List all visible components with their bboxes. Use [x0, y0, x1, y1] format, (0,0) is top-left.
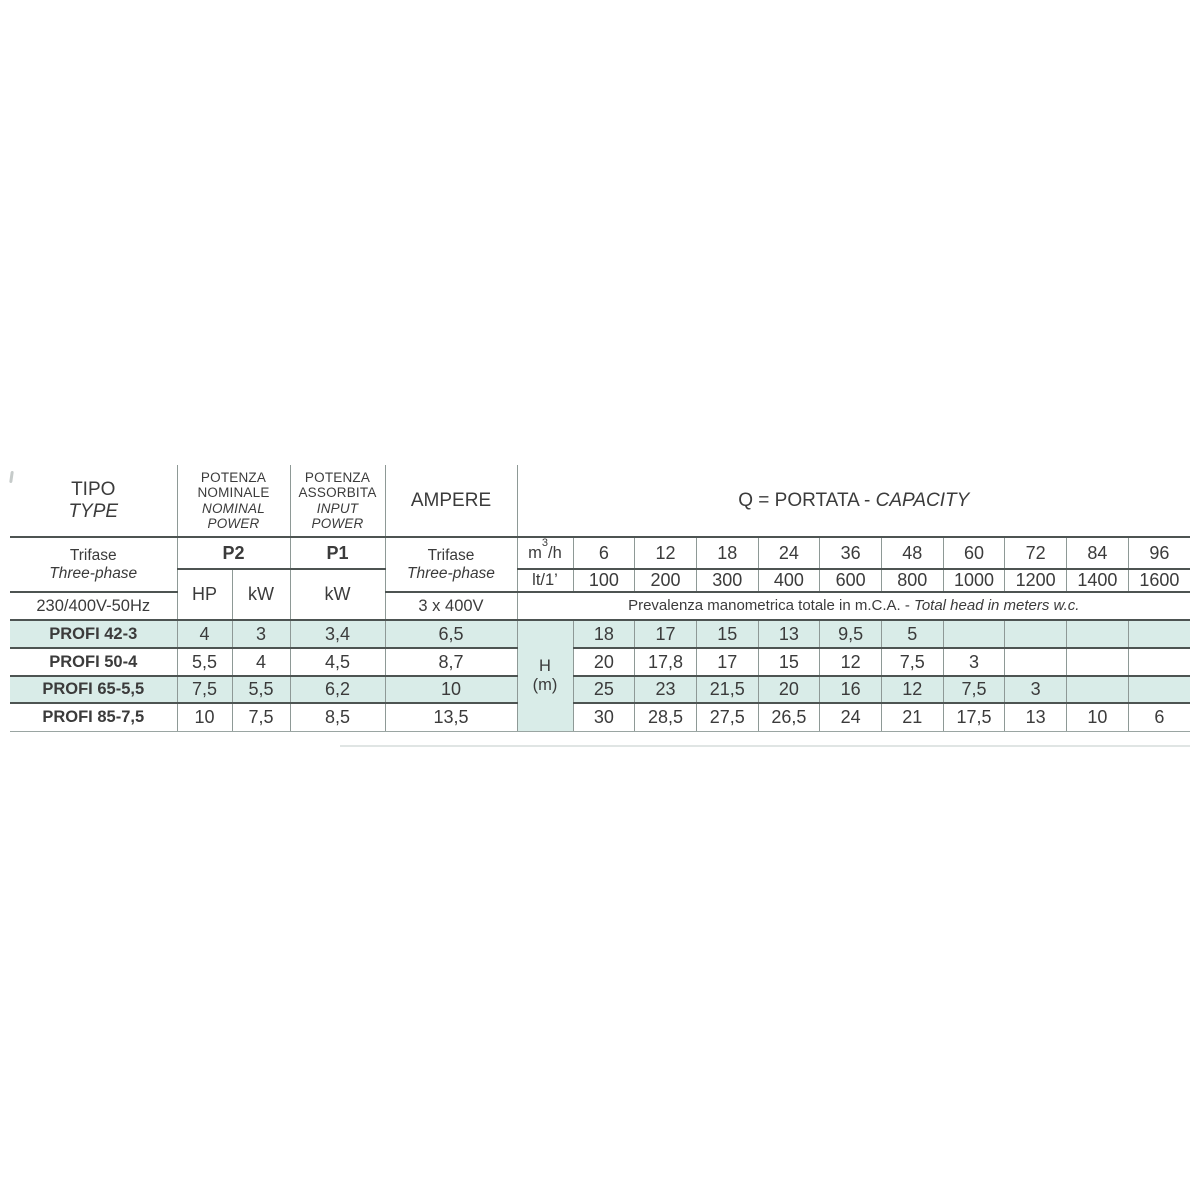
subheader-row-1 [10, 537, 1190, 569]
three-phase-label: Three-phase [49, 564, 138, 582]
p1-kw-cell: 6,2 [290, 676, 385, 703]
flow-m3h-cell: 18 [696, 537, 758, 569]
potenza-nominale-line2: NOMINALE [197, 485, 270, 501]
trifase-label: Trifase [69, 546, 117, 564]
head-cell [943, 620, 1005, 648]
hp-cell: 5,5 [177, 648, 232, 676]
flow-lt-cell: 800 [881, 569, 943, 592]
ampere-cell: 6,5 [385, 620, 517, 648]
flow-m3h-cell: 12 [635, 537, 697, 569]
head-cell: 16 [820, 676, 882, 703]
model-cell: PROFI 50-4 [10, 648, 177, 676]
head-cell: 21,5 [696, 676, 758, 703]
flow-m3h-cell: 96 [1128, 537, 1190, 569]
head-cell [1067, 648, 1129, 676]
head-cell [1067, 676, 1129, 703]
voltage-cell: 230/400V-50Hz [10, 592, 177, 620]
potenza-nominale-line1: POTENZA [200, 469, 267, 485]
head-unit: (m) [532, 675, 558, 694]
head-cell: 20 [573, 648, 635, 676]
flow-lt-cell: 400 [758, 569, 820, 592]
head-cell: 17,5 [943, 703, 1005, 731]
three-phase-label: Three-phase [407, 564, 495, 582]
header-input-power-cell [290, 465, 385, 537]
table-row-profi-50-4 [10, 648, 1190, 676]
head-cell [1005, 620, 1067, 648]
hp-header-cell: HP [177, 569, 232, 620]
ampere-cell: 13,5 [385, 703, 517, 731]
pump-spec-table [10, 465, 1190, 732]
flow-lt-cell: 300 [696, 569, 758, 592]
head-cell: 18 [573, 620, 635, 648]
kw-cell: 7,5 [232, 703, 290, 731]
flow-lt-cell: 1200 [1005, 569, 1067, 592]
input-power-line2: POWER [311, 515, 364, 531]
nominal-power-line1: NOMINAL [202, 500, 265, 516]
head-cell: 9,5 [820, 620, 882, 648]
flow-m3h-cell: 36 [820, 537, 882, 569]
head-cell [1005, 648, 1067, 676]
m3h-base: m [528, 543, 542, 562]
capacity-label: CAPACITY [875, 489, 970, 511]
head-cell [1067, 620, 1129, 648]
m3h-sup: 3 [541, 537, 549, 550]
m3h-rest: /h [548, 543, 562, 562]
lt-unit-cell: lt/1’ [517, 569, 573, 592]
flow-m3h-cell: 60 [943, 537, 1005, 569]
flow-m3h-cell: 24 [758, 537, 820, 569]
model-cell: PROFI 85-7,5 [10, 703, 177, 731]
flow-m3h-cell: 6 [573, 537, 635, 569]
flow-lt-cell: 1600 [1128, 569, 1190, 592]
nominal-power-line2: POWER [207, 515, 260, 531]
p1-kw-cell: 4,5 [290, 648, 385, 676]
header-tipo-cell [10, 465, 177, 537]
p1-kw-cell: 3,4 [290, 620, 385, 648]
supply-cell: 3 x 400V [385, 592, 517, 620]
head-cell: 10 [1067, 703, 1129, 731]
flow-m3h-cell: 48 [881, 537, 943, 569]
head-cell: 12 [820, 648, 882, 676]
head-cell: 28,5 [635, 703, 697, 731]
flow-lt-cell: 100 [573, 569, 635, 592]
p2-cell: P2 [177, 537, 290, 569]
header-ampere-cell: AMPERE [385, 465, 517, 537]
head-cell: 24 [820, 703, 882, 731]
header-nominal-power-cell [177, 465, 290, 537]
kw-cell: 3 [232, 620, 290, 648]
table-row-profi-42-3 [10, 620, 1190, 648]
head-cell: 20 [758, 676, 820, 703]
head-cell: 5 [881, 620, 943, 648]
head-cell: 15 [758, 648, 820, 676]
p1-cell: P1 [290, 537, 385, 569]
head-cell [1128, 648, 1190, 676]
potenza-assorbita-line2: ASSORBITA [298, 485, 377, 501]
kw-cell: 5,5 [232, 676, 290, 703]
potenza-assorbita-line1: POTENZA [304, 469, 371, 485]
faint-scan-line [340, 745, 1190, 747]
flow-lt-cell: 200 [635, 569, 697, 592]
header-capacity-cell [517, 465, 1190, 537]
head-cell: 26,5 [758, 703, 820, 731]
ampere-cell: 10 [385, 676, 517, 703]
type-label: TYPE [68, 500, 119, 522]
head-cell: 3 [943, 648, 1005, 676]
head-cell: 17,8 [635, 648, 697, 676]
header-row [10, 465, 1190, 537]
head-cell: 21 [881, 703, 943, 731]
head-cell: 30 [573, 703, 635, 731]
hp-cell: 7,5 [177, 676, 232, 703]
kw-input-header-cell: kW [290, 569, 385, 620]
q-portata-label: Q = PORTATA - [738, 489, 876, 511]
ampere-cell: 8,7 [385, 648, 517, 676]
head-cell: 13 [1005, 703, 1067, 731]
flow-lt-cell: 1000 [943, 569, 1005, 592]
total-head-label: Total head in meters w.c. [914, 597, 1080, 615]
model-cell: PROFI 42-3 [10, 620, 177, 648]
head-symbol: H [539, 656, 551, 675]
p1-kw-cell: 8,5 [290, 703, 385, 731]
subheader-row-2 [10, 569, 1190, 592]
hp-cell: 4 [177, 620, 232, 648]
phase-cell [10, 537, 177, 592]
m3h-unit-cell [517, 537, 573, 569]
hp-cell: 10 [177, 703, 232, 731]
tipo-label: TIPO [71, 478, 116, 500]
head-cell: 17 [635, 620, 697, 648]
kw-nominal-header-cell: kW [232, 569, 290, 620]
table-row-profi-85-7-5 [10, 703, 1190, 731]
head-unit-cell [517, 620, 573, 731]
model-cell: PROFI 65-5,5 [10, 676, 177, 703]
head-cell: 15 [696, 620, 758, 648]
prevalenza-cell [517, 592, 1190, 620]
head-cell: 17 [696, 648, 758, 676]
input-power-line1: INPUT [316, 500, 359, 516]
head-cell: 12 [881, 676, 943, 703]
trifase-label: Trifase [427, 546, 475, 564]
ampere-phase-cell [385, 537, 517, 592]
head-cell: 27,5 [696, 703, 758, 731]
head-cell: 6 [1128, 703, 1190, 731]
kw-cell: 4 [232, 648, 290, 676]
head-cell: 23 [635, 676, 697, 703]
flow-m3h-cell: 84 [1067, 537, 1129, 569]
flow-lt-cell: 1400 [1067, 569, 1129, 592]
head-cell [1128, 676, 1190, 703]
head-cell: 25 [573, 676, 635, 703]
head-cell: 13 [758, 620, 820, 648]
head-cell: 3 [1005, 676, 1067, 703]
flow-m3h-cell: 72 [1005, 537, 1067, 569]
head-cell: 7,5 [943, 676, 1005, 703]
head-cell [1128, 620, 1190, 648]
table-row-profi-65-5-5 [10, 676, 1190, 703]
flow-lt-cell: 600 [820, 569, 882, 592]
prevalenza-label: Prevalenza manometrica totale in m.C.A. - [628, 597, 915, 615]
head-cell: 7,5 [881, 648, 943, 676]
